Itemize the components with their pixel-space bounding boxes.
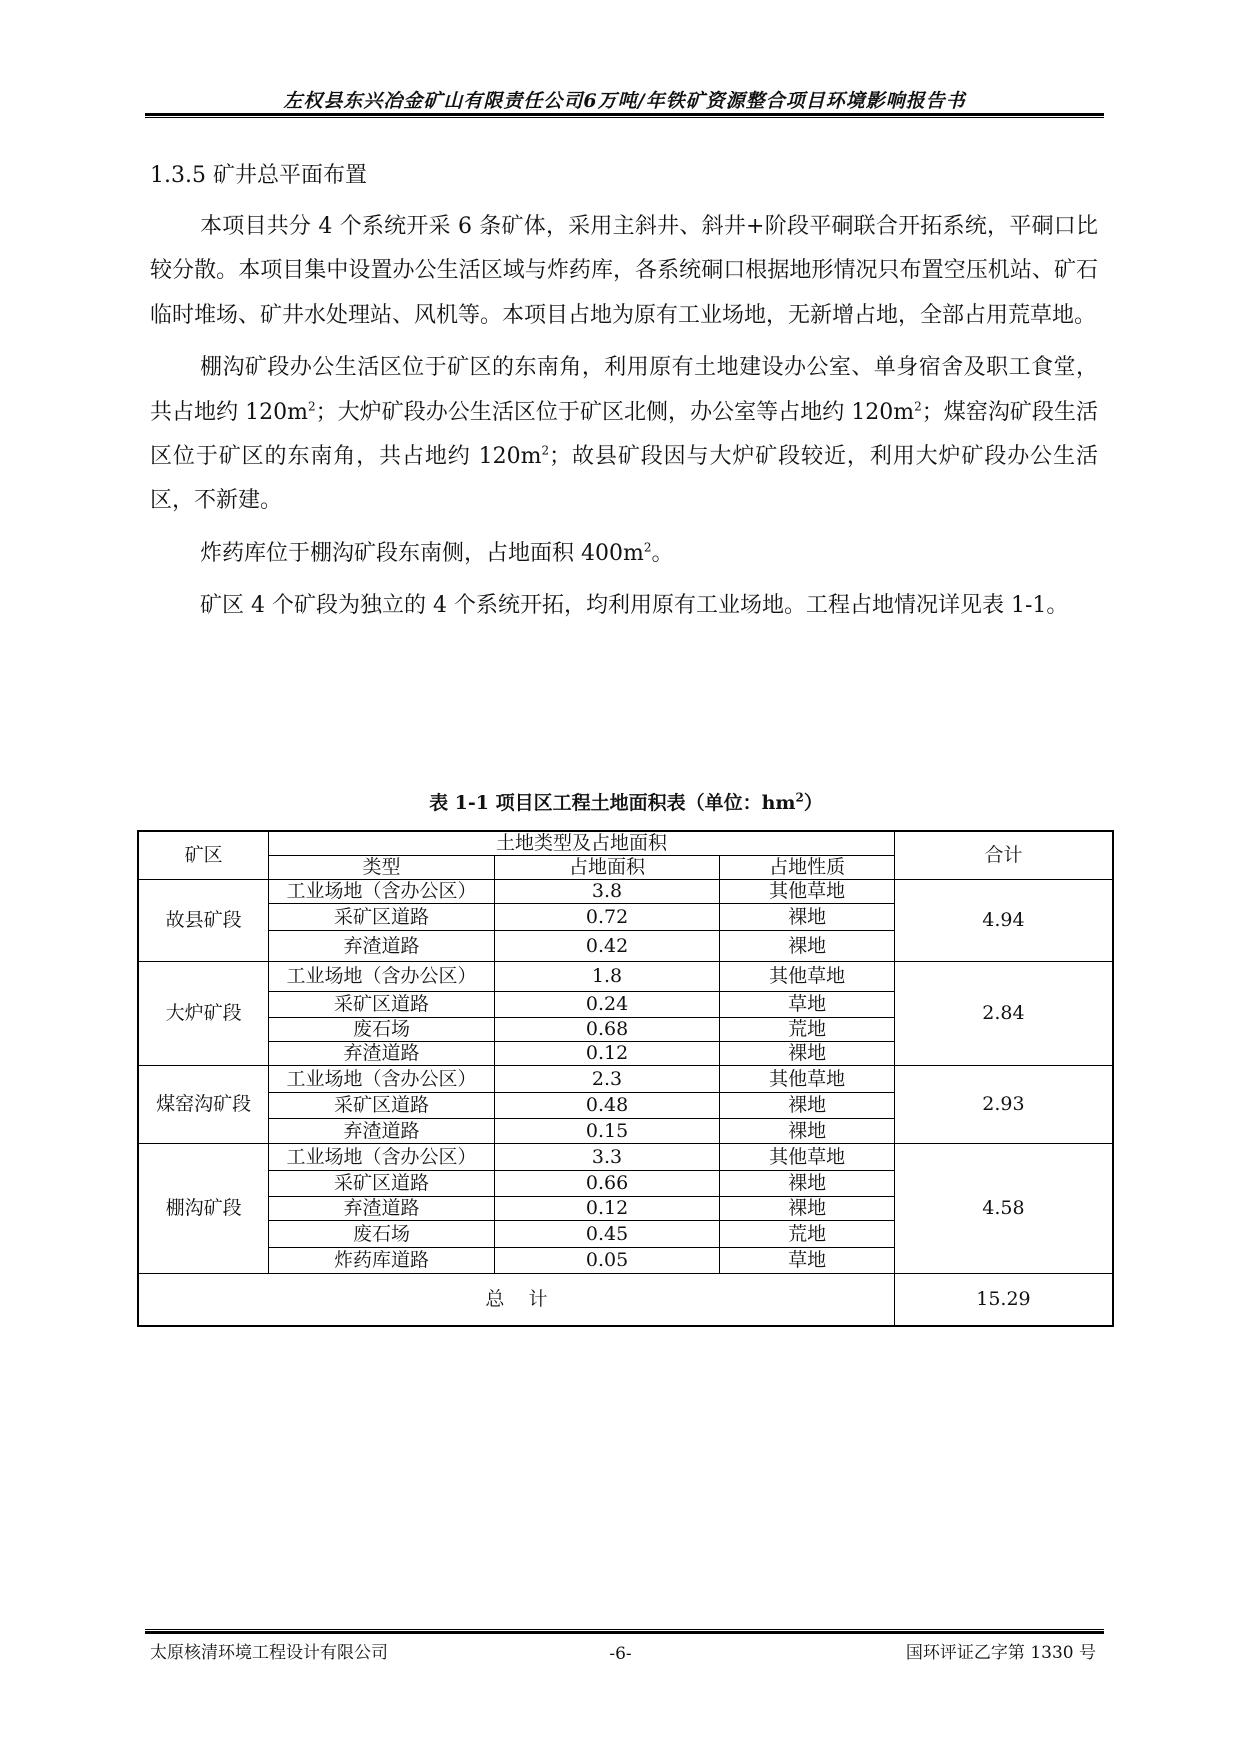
header-area: 占地面积 [494, 855, 720, 879]
paragraph-3-part-b: 。 [651, 540, 674, 566]
land-area: 3.3 [494, 1143, 720, 1170]
grand-total-label: 总 计 [138, 1273, 894, 1326]
land-nature: 裸地 [720, 1041, 895, 1065]
land-type: 弃渣道路 [269, 1118, 495, 1143]
paragraph-2 [150, 346, 1098, 524]
superscript: 2 [643, 540, 652, 555]
land-area: 0.66 [494, 1170, 720, 1196]
land-area: 0.42 [494, 930, 720, 961]
land-nature: 荒地 [720, 1017, 895, 1041]
table-row [138, 879, 1113, 903]
land-area: 0.24 [494, 991, 720, 1017]
district-name: 煤窑沟矿段 [138, 1065, 269, 1143]
table-caption-superscript: 2 [795, 790, 804, 805]
district-total: 4.58 [894, 1143, 1113, 1273]
land-nature: 其他草地 [720, 879, 895, 903]
district-name: 故县矿段 [138, 879, 269, 961]
body-text [150, 205, 1098, 637]
land-type: 废石场 [269, 1017, 495, 1041]
paragraph-4: 矿区 4 个矿段为独立的 4 个系统开拓，均利用原有工业场地。工程占地情况详见表 1-1。 [200, 593, 1069, 619]
header-total: 合计 [894, 831, 1113, 879]
paragraph-3-part-a: 炸药库位于棚沟矿段东南侧，占地面积 400m [200, 540, 644, 566]
land-nature: 裸地 [720, 1092, 895, 1118]
district-total: 2.93 [894, 1065, 1113, 1143]
land-nature: 裸地 [720, 1118, 895, 1143]
district-name: 大炉矿段 [138, 961, 269, 1065]
superscript: 2 [541, 443, 550, 458]
footer-certificate: 国环评证乙字第 1330 号 [905, 1643, 1096, 1663]
land-type: 工业场地（含办公区） [269, 879, 495, 903]
header-land-group: 土地类型及占地面积 [269, 831, 895, 855]
paragraph-3 [150, 532, 1098, 576]
land-area: 1.8 [494, 961, 720, 991]
land-area: 0.72 [494, 903, 720, 930]
paragraph-2-part-d: ；故县矿段因与大炉矿段较近，利用大炉矿段办公生活区，不新建。 [150, 444, 1098, 514]
district-total: 4.94 [894, 879, 1113, 961]
page-number: -6- [609, 1644, 632, 1664]
table-row [138, 1065, 1113, 1092]
grand-total-value: 15.29 [894, 1273, 1113, 1326]
land-type: 采矿区道路 [269, 1092, 495, 1118]
land-nature: 裸地 [720, 1196, 895, 1220]
land-area: 0.48 [494, 1092, 720, 1118]
land-nature: 其他草地 [720, 1143, 895, 1170]
land-area: 0.15 [494, 1118, 720, 1143]
land-area: 0.68 [494, 1017, 720, 1041]
table-row [138, 961, 1113, 991]
footer-company: 太原核清环境工程设计有限公司 [150, 1643, 388, 1663]
land-type: 炸药库道路 [269, 1247, 495, 1273]
section-heading: 1.3.5 矿井总平面布置 [150, 163, 367, 188]
land-nature: 其他草地 [720, 961, 895, 991]
land-type: 弃渣道路 [269, 1041, 495, 1065]
land-area: 0.05 [494, 1247, 720, 1273]
table-caption-close: ） [803, 792, 823, 814]
land-type: 工业场地（含办公区） [269, 961, 495, 991]
grand-total-row [138, 1273, 1113, 1326]
land-area: 0.12 [494, 1196, 720, 1220]
land-nature: 裸地 [720, 903, 895, 930]
land-nature: 荒地 [720, 1220, 895, 1247]
land-nature: 裸地 [720, 930, 895, 961]
header-district: 矿区 [138, 831, 269, 879]
land-type: 废石场 [269, 1220, 495, 1247]
paragraph-2-part-b: ；大炉矿段办公生活区位于矿区北侧，办公室等占地约 120m [315, 399, 915, 425]
land-area: 0.12 [494, 1041, 720, 1065]
page-header: 左权县东兴冶金矿山有限责任公司6万吨/年铁矿资源整合项目环境影响报告书 [283, 90, 966, 112]
header-type: 类型 [269, 855, 495, 879]
land-nature: 草地 [720, 1247, 895, 1273]
district-name: 棚沟矿段 [138, 1143, 269, 1273]
land-nature: 其他草地 [720, 1065, 895, 1092]
district-total: 2.84 [894, 961, 1113, 1065]
header-nature: 占地性质 [720, 855, 895, 879]
table-caption-text: 表 1-1 项目区工程土地面积表（单位：hm [429, 792, 796, 814]
table-row [138, 1143, 1113, 1170]
paragraph-2-part-a: 棚沟矿段办公生活区位于矿区的东南角，利用原有土地建设办公室、单身宿舍及职工食堂，共占地约 120m [150, 355, 1098, 425]
table-caption [138, 788, 1114, 815]
paragraph-2-part-c: ；煤窑沟矿段生活区位于矿区的东南角，共占地约 120m [150, 399, 1098, 470]
land-nature: 草地 [720, 991, 895, 1017]
land-type: 采矿区道路 [269, 1170, 495, 1196]
superscript: 2 [307, 399, 316, 414]
land-area-table [137, 830, 1114, 1327]
land-nature: 裸地 [720, 1170, 895, 1196]
land-type: 工业场地（含办公区） [269, 1065, 495, 1092]
land-area: 0.45 [494, 1220, 720, 1247]
land-area: 3.8 [494, 879, 720, 903]
paragraph-1: 本项目共分 4 个系统开采 6 条矿体，采用主斜井、斜井+阶段平硐联合开拓系统，平硐口比较分散。本项目集中设置办公生活区域与炸药库，各系统硐口根据地形情况只布置空压机站、矿石临时堆场、矿井水处理站、风机等。本项目占地为原有工业场地，无新增占地，全部占用荒草地。 [150, 214, 1098, 328]
land-type: 采矿区道路 [269, 991, 495, 1017]
land-type: 工业场地（含办公区） [269, 1143, 495, 1170]
header-rule [145, 113, 1104, 118]
land-area: 2.3 [494, 1065, 720, 1092]
superscript: 2 [914, 399, 922, 414]
land-type: 采矿区道路 [269, 903, 495, 930]
land-type: 弃渣道路 [269, 930, 495, 961]
land-type: 弃渣道路 [269, 1196, 495, 1220]
footer-rule [145, 1629, 1104, 1634]
